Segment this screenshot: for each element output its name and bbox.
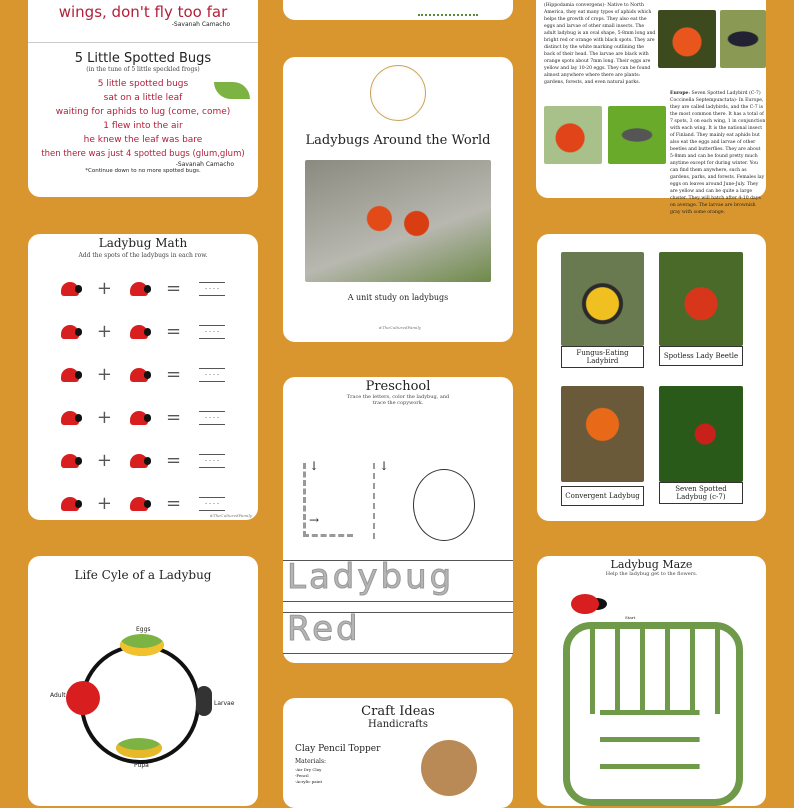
signature: #TheCulturedFamily	[209, 513, 252, 518]
poem-line: he knew the leaf was bare	[83, 135, 203, 145]
plus-sign: +	[96, 321, 112, 342]
craft-photo	[421, 740, 477, 796]
material-item: -Air Dry Clay	[295, 767, 322, 772]
poem-author: -Savanah Camacho	[175, 161, 234, 168]
convergent-photo	[561, 386, 644, 482]
plant-sprouts	[418, 6, 478, 16]
poem-line: sat on a little leaf	[103, 93, 183, 103]
math-row	[28, 321, 258, 342]
logo-icon	[370, 65, 426, 121]
poem-line: waiting for aphids to lug (come, come)	[55, 107, 231, 117]
larva-photo	[720, 10, 766, 68]
ladybug-icon	[61, 411, 79, 425]
craft-card[interactable]	[283, 698, 513, 808]
north-america-text: (Hippodamia convergens)- Native to North America, they eat many types of aphids which helps the growth of crops. They also eat the eggs and larvae of other small insects. The adult ladybug is an oval shape, 5-8mm long and bright red or orange with black spots. They are distinct by the white marking outlining the back of their head. The larvae are black with orange spots about 7mm long. Their eggs are yellow and lay 10-20 eggs. They can be found almost anywhere where there are plants: gardens, forests, and even natural parks.	[544, 3, 656, 85]
spotless-photo	[659, 252, 743, 346]
ladybug-icon	[130, 411, 148, 425]
answer-blank[interactable]: - - - -	[199, 411, 225, 425]
answer-blank[interactable]: - - - -	[199, 454, 225, 468]
europe-label: Europe	[670, 91, 689, 96]
ladybug-icon	[130, 325, 148, 339]
ladybug-icon	[61, 282, 79, 296]
craft-project: Clay Pencil Topper	[295, 744, 381, 754]
math-row	[28, 407, 258, 428]
ladybug-icon	[130, 454, 148, 468]
ladybug-icon	[61, 497, 79, 511]
poem-card[interactable]	[28, 0, 258, 197]
math-row	[28, 493, 258, 514]
equals-sign: =	[166, 450, 182, 471]
math-card[interactable]	[28, 234, 258, 520]
math-row	[28, 364, 258, 385]
equals-sign: =	[166, 493, 182, 514]
preschool-title: Preschool	[365, 379, 431, 394]
species-info-card[interactable]	[536, 0, 766, 215]
europe-body: : Seven Spotted Ladybird (C-7) Coccinella Septempunctata)- In Europe, they are called ladybirds, and the C-7 is the most common there. It has a total of 7 spots, 3 on each wing, 1 in conjunction with each wing. It is the national insect of Finland. They mainly eat aphids but also eat the eggs and larvae of other beetles and butterflies. They are about 5-8mm and can be found pretty much anytime except for during winter. You can find them anywhere, such as gardens, parks, and forests. Females lay eggs on leaves around June-July. They are yellow and can be quite a large cluster. They will hatch after 4-10 days on average. The larvae are brownish gray with some orange.	[670, 91, 766, 215]
answer-blank[interactable]: - - - -	[199, 497, 225, 511]
poem-top-line: wings, don't fly too far	[58, 3, 228, 21]
lifecycle-card[interactable]	[28, 556, 258, 806]
pupa-icon	[116, 738, 162, 758]
ladybug-icon	[61, 325, 79, 339]
poem-line: 1 flew into the air	[103, 121, 183, 131]
maze-title: Ladybug Maze	[610, 558, 693, 571]
ladybug-outline-icon	[413, 469, 475, 541]
answer-blank[interactable]: - - - -	[199, 282, 225, 296]
equals-sign: =	[166, 364, 182, 385]
answer-blank[interactable]: - - - -	[199, 368, 225, 382]
craft-subtitle: Handicrafts	[368, 719, 428, 730]
ladybug-flying-photo	[544, 106, 602, 164]
stage-pupa: Pupa	[134, 762, 149, 769]
label-seven-spotted: Seven Spotted Ladybug (c-7)	[659, 482, 743, 504]
preschool-card[interactable]	[283, 377, 513, 663]
plus-sign: +	[96, 278, 112, 299]
larva-leaf-photo	[608, 106, 666, 164]
material-item: -Acrylic paint	[295, 779, 323, 784]
math-row	[28, 278, 258, 299]
ladybug-icon	[61, 454, 79, 468]
craft-title: Craft Ideas	[361, 704, 435, 719]
ladybug-icon	[130, 497, 148, 511]
poem-subtitle: (in the tune of 5 little speckled frogs)	[86, 66, 200, 73]
poem-line: 5 little spotted bugs	[97, 79, 189, 89]
signature: #TheCulturedFamily	[378, 325, 421, 330]
maze-card[interactable]	[537, 556, 766, 806]
math-title: Ladybug Math	[98, 236, 188, 250]
arrow-down-icon: ↓	[379, 459, 390, 473]
larvae-icon	[196, 686, 212, 716]
species-cards-card[interactable]	[537, 234, 766, 521]
trace-word-red: Red	[287, 609, 361, 649]
ladybug-icon	[61, 368, 79, 382]
cover-subtitle: A unit study on ladybugs	[347, 293, 449, 302]
plus-sign: +	[96, 364, 112, 385]
label-convergent: Convergent Ladybug	[561, 486, 644, 506]
maze-instruction: Help the ladybug get to the flowers.	[605, 571, 698, 577]
ladybug-icon	[130, 368, 148, 382]
plus-sign: +	[96, 450, 112, 471]
trace-word-ladybug: Ladybug	[287, 557, 455, 597]
math-instruction: Add the spots of the ladybugs in each row.	[78, 252, 208, 259]
materials-label: Materials:	[295, 758, 327, 765]
poem-line: then there was just 4 spotted bugs (glum,glum)	[41, 149, 245, 159]
divider	[28, 42, 258, 43]
trace-letter-l	[373, 463, 375, 539]
cover-card[interactable]	[283, 57, 513, 342]
equals-sign: =	[166, 321, 182, 342]
stage-adult: Adult	[50, 692, 66, 699]
ladybug-icon	[130, 282, 148, 296]
math-row	[28, 450, 258, 471]
europe-text	[670, 90, 766, 216]
poem-note: *Continue down to no more spotted bugs.	[85, 168, 201, 174]
plants-card[interactable]	[283, 0, 513, 20]
plus-sign: +	[96, 493, 112, 514]
label-fungus-eating: Fungus-Eating Ladybird	[561, 346, 644, 368]
cover-photo	[305, 160, 491, 282]
material-item: -Pencil	[295, 773, 309, 778]
poem-author: -Savanah Camacho	[171, 21, 230, 28]
cover-title: Ladybugs Around the World	[305, 133, 491, 148]
maze-start-label: Start	[625, 615, 636, 620]
ladybug-photo	[658, 10, 716, 68]
equals-sign: =	[166, 278, 182, 299]
plus-sign: +	[96, 407, 112, 428]
equals-sign: =	[166, 407, 182, 428]
eggs-icon	[120, 634, 164, 656]
adult-ladybug-icon	[66, 681, 100, 715]
arrow-right-icon: →	[309, 513, 320, 527]
arrow-down-icon: ↓	[309, 459, 320, 473]
maze[interactable]	[563, 622, 743, 806]
stage-larvae: Larvae	[214, 700, 235, 707]
poem-title: 5 Little Spotted Bugs	[74, 51, 212, 66]
lifecycle-title: Life Cyle of a Ladybug	[74, 568, 212, 582]
stage-eggs: Eggs	[136, 626, 151, 633]
label-spotless: Spotless Lady Beetle	[659, 346, 743, 366]
preschool-instruction: Trace the letters, color the ladybug, and trace the copywork.	[346, 394, 450, 406]
cartoon-ladybug-icon	[571, 594, 599, 614]
fungus-eating-photo	[561, 252, 644, 346]
seven-spotted-photo	[659, 386, 743, 482]
answer-blank[interactable]: - - - -	[199, 325, 225, 339]
